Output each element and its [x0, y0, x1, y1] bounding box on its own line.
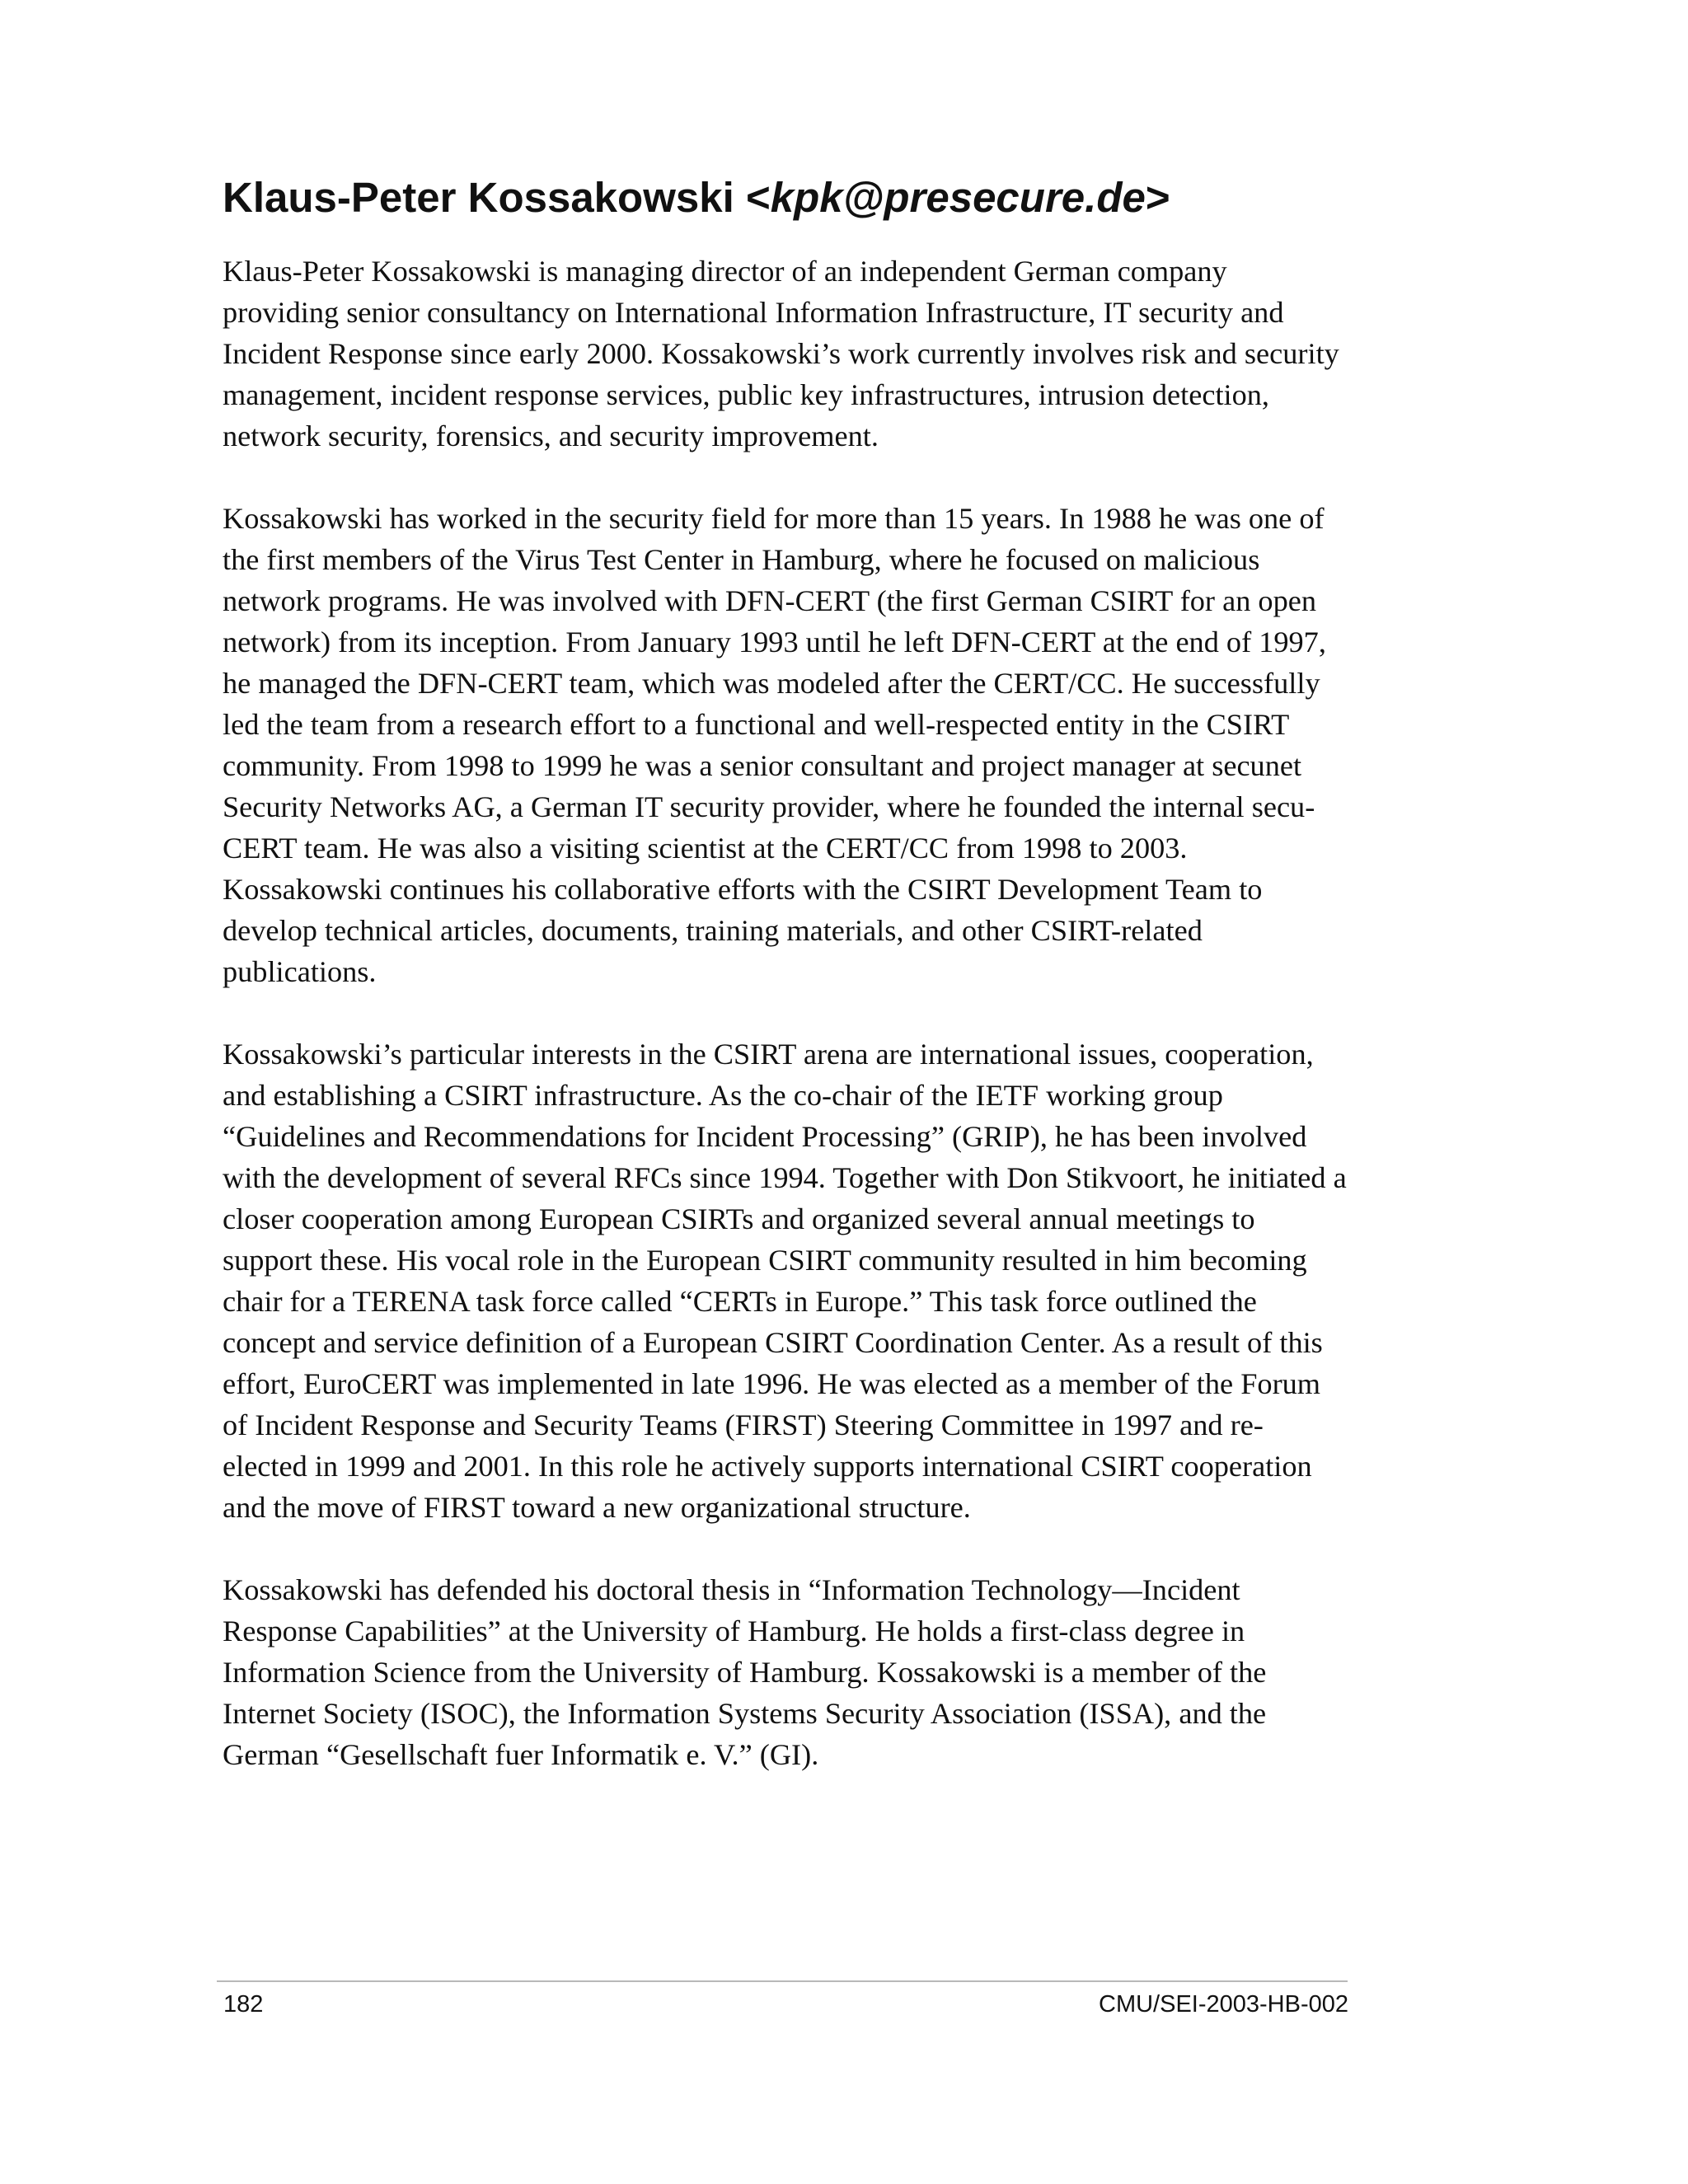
text-line: Kossakowski has defended his doctoral thesis in “Information Technology—Incident: [223, 1573, 1240, 1606]
text-line: Incident Response since early 2000. Kossakowski’s work currently involves risk and security: [223, 337, 1339, 370]
document-id: CMU/SEI-2003-HB-002: [1099, 1991, 1348, 2018]
biography-body: [223, 251, 1393, 1775]
text-line: publications.: [223, 955, 377, 988]
paragraph-interests: [223, 1033, 1393, 1528]
email-close-bracket: >: [1145, 174, 1170, 221]
email-open-bracket: <: [745, 174, 771, 221]
text-line: “Guidelines and Recommendations for Incident Processing” (GRIP), he has been involved: [223, 1120, 1307, 1153]
page-heading: [223, 171, 1170, 224]
text-line: he managed the DFN-CERT team, which was modeled after the CERT/CC. He successfully: [223, 667, 1320, 700]
text-line: Information Science from the University of Hamburg. Kossakowski is a member of the: [223, 1656, 1267, 1689]
text-line: network) from its inception. From January 1993 until he left DFN-CERT at the end of 1997,: [223, 626, 1326, 658]
text-line: management, incident response services, public key infrastructures, intrusion detection,: [223, 378, 1270, 411]
text-line: closer cooperation among European CSIRTs and organized several annual meetings to: [223, 1202, 1255, 1235]
text-line: Kossakowski continues his collaborative efforts with the CSIRT Development Team to: [223, 873, 1263, 906]
text-line: and the move of FIRST toward a new organizational structure.: [223, 1491, 971, 1524]
text-line: community. From 1998 to 1999 he was a senior consultant and project manager at secunet: [223, 749, 1302, 782]
text-line: elected in 1999 and 2001. In this role he actively supports international CSIRT cooperation: [223, 1450, 1312, 1483]
paragraph-career: [223, 498, 1393, 992]
text-line: Kossakowski has worked in the security field for more than 15 years. In 1988 he was one of: [223, 502, 1325, 535]
text-line: Klaus-Peter Kossakowski is managing director of an independent German company: [223, 255, 1227, 288]
page-number: 182: [223, 1991, 264, 2018]
text-line: German “Gesellschaft fuer Informatik e. V.” (GI).: [223, 1738, 819, 1771]
text-line: Response Capabilities” at the University of Hamburg. He holds a first-class degree in: [223, 1615, 1245, 1647]
paragraph-intro: [223, 251, 1393, 457]
text-line: CERT team. He was also a visiting scientist at the CERT/CC from 1998 to 2003.: [223, 832, 1188, 865]
text-line: Kossakowski’s particular interests in the CSIRT arena are international issues, cooperation,: [223, 1038, 1314, 1071]
text-line: led the team from a research effort to a functional and well-respected entity in the CSIRT: [223, 708, 1290, 741]
author-name: Klaus-Peter Kossakowski: [223, 174, 746, 221]
text-line: Internet Society (ISOC), the Information Systems Security Association (ISSA), and the: [223, 1697, 1267, 1730]
text-line: effort, EuroCERT was implemented in late 1996. He was elected as a member of the Forum: [223, 1367, 1321, 1400]
text-line: with the development of several RFCs since 1994. Together with Don Stikvoort, he initiated a: [223, 1161, 1347, 1194]
text-line: of Incident Response and Security Teams (FIRST) Steering Committee in 1997 and re-: [223, 1408, 1264, 1441]
author-email: kpk@presecure.de: [770, 174, 1146, 221]
text-line: Security Networks AG, a German IT security provider, where he founded the internal secu-: [223, 790, 1315, 823]
text-line: chair for a TERENA task force called “CERTs in Europe.” This task force outlined the: [223, 1285, 1257, 1318]
footer-divider: [217, 1980, 1348, 1982]
paragraph-education: [223, 1569, 1393, 1775]
text-line: concept and service definition of a European CSIRT Coordination Center. As a result of this: [223, 1326, 1323, 1359]
text-line: network programs. He was involved with DFN-CERT (the first German CSIRT for an open: [223, 584, 1316, 617]
text-line: providing senior consultancy on International Information Infrastructure, IT security and: [223, 296, 1284, 329]
text-line: and establishing a CSIRT infrastructure. As the co-chair of the IETF working group: [223, 1079, 1223, 1112]
text-line: develop technical articles, documents, training materials, and other CSIRT-related: [223, 914, 1203, 947]
text-line: support these. His vocal role in the European CSIRT community resulted in him becoming: [223, 1244, 1307, 1277]
text-line: network security, forensics, and security improvement.: [223, 419, 879, 452]
text-line: the first members of the Virus Test Center in Hamburg, where he focused on malicious: [223, 543, 1260, 576]
